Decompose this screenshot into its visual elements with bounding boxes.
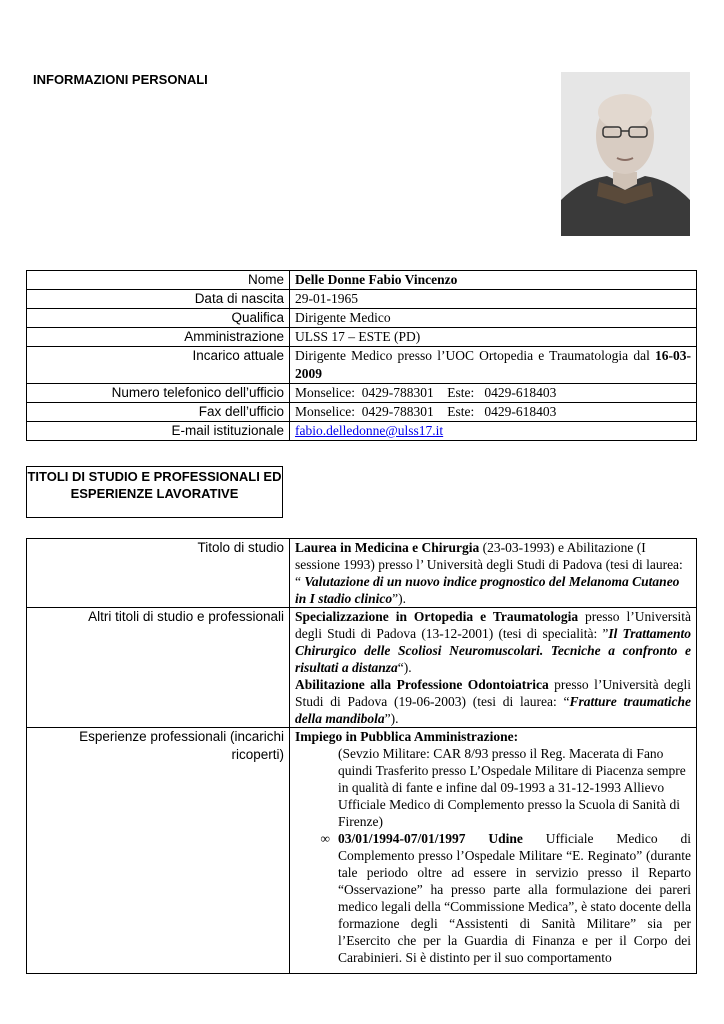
table-row [27,403,697,422]
table-row [27,271,697,290]
experience-item: 03/01/1994-07/01/1997 Udine Ufficiale Medico di Complemento presso l’Ospedale Militare “E. Reginato” (durante tale periodo oltre ad essere in servizio presso il Reparto “Osservazione” ha presso parte alla formulazione dei pareri medico legali della “Commissione Medica”, è stato docente della formazione degli “Assistenti di Sanità Militare” sia per l’Esercito che per la Guardia di Finanza e per il Corpo dei Carabinieri. Si è distinto per il suo comportamento [338,831,691,965]
experience-heading: Impiego in Pubblica Amministrazione: [295,729,519,744]
study-table [26,538,697,974]
table-row [27,290,697,309]
row-label: Amministrazione [27,328,290,347]
administration: ULSS 17 – ESTE (PD) [290,328,697,347]
list-item [295,830,691,966]
qualification: Dirigente Medico [290,309,697,328]
row-label: Altri titoli di studio e professionali [27,608,290,728]
row-label: Fax dell’ufficio [27,403,290,422]
degree: Laurea in Medicina e Chirurgia (23-03-1993) e Abilitazione (I sessione 1993) presso l’ Università degli Studi di Padova (tesi di laurea: “ Valutazione di un nuovo indice prognostico del Melanoma Cutaneo in I stadio clinico”). [290,539,697,608]
table-row [27,384,697,403]
row-label: Esperienze professionali (incarichi ricoperti) [27,728,290,974]
portrait-photo [561,72,690,236]
full-name: Delle Donne Fabio Vincenzo [290,271,697,290]
current-role: Dirigente Medico presso l’UOC Ortopedia e Traumatologia dal 16-03-2009 [290,347,697,384]
experiences [290,728,697,974]
bullet-icon: ∞ [320,831,330,846]
dental-license: Abilitazione alla Professione Odontoiatrica presso l’Università degli Studi di Padova (19-06-2003) (tesi di laurea: “Fratture traumatiche della mandibola”). [295,677,691,726]
other-titles [290,608,697,728]
table-row [27,728,697,974]
row-label: Qualifica [27,309,290,328]
birth-date: 29-01-1965 [290,290,697,309]
specialization: Specializzazione in Ortopedia e Traumatologia presso l’Università degli Studi di Padova (13-12-2001) (tesi di specialità: ”Il Trattamento Chirurgico delle Scoliosi Neuromuscolari. Tecniche a confronto e risultati a distanza“). [295,609,691,675]
personal-info-table [26,270,697,441]
table-row [27,347,697,384]
military-service: (Sevzio Militare: CAR 8/93 presso il Reg. Macerata di Fano quindi Trasferito presso L’Ospedale Militare di Piacenza sempre in qualità di fante e infine dal 09-1993 a 31-12-1993 Allievo Ufficiale Medico di Complemento presso la Scuola di Sanità di Firenze) [338,746,686,829]
row-label: Titolo di studio [27,539,290,608]
office-fax: Monselice: 0429-788301 Este: 0429-618403 [290,403,697,422]
section-title-personal: INFORMAZIONI PERSONALI [33,72,208,87]
email-link[interactable]: fabio.delledonne@ulss17.it [295,423,444,438]
email-cell [290,422,697,441]
row-label: Nome [27,271,290,290]
row-label: Numero telefonico dell’ufficio [27,384,290,403]
row-label: Incarico attuale [27,347,290,384]
table-row [27,309,697,328]
table-row [27,608,697,728]
table-row [27,328,697,347]
table-row [27,539,697,608]
office-phone: Monselice: 0429-788301 Este: 0429-618403 [290,384,697,403]
section-title-study: TITOLI DI STUDIO E PROFESSIONALI ED ESPERIENZE LAVORATIVE [26,466,283,518]
table-row [27,422,697,441]
row-label: Data di nascita [27,290,290,309]
row-label: E-mail istituzionale [27,422,290,441]
